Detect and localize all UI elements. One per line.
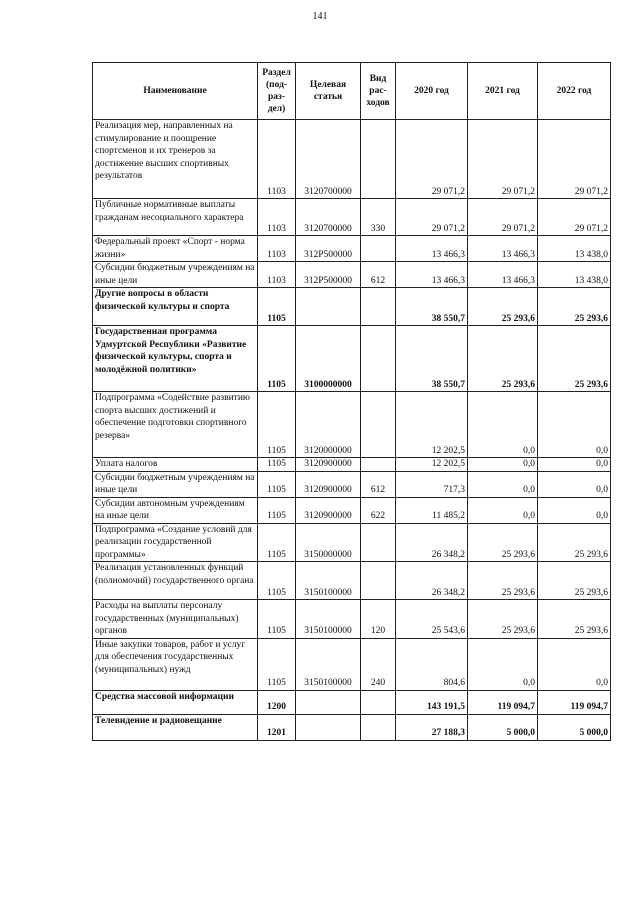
header-2022: 2022 год <box>538 63 611 120</box>
row-type: 330 <box>361 199 396 236</box>
row-section: 1105 <box>258 523 296 562</box>
header-name: Наименование <box>93 63 258 120</box>
row-type <box>361 288 396 326</box>
row-type: 612 <box>361 262 396 288</box>
row-2020: 11 485,2 <box>396 497 468 523</box>
row-2021: 25 293,6 <box>468 523 538 562</box>
row-target: 3120900000 <box>296 458 361 472</box>
row-2022: 25 293,6 <box>538 326 611 392</box>
row-target: 3150100000 <box>296 562 361 600</box>
row-target: 3150100000 <box>296 638 361 690</box>
header-target: Целевая статья <box>296 63 361 120</box>
row-2020: 26 348,2 <box>396 562 468 600</box>
table-row <box>93 392 611 458</box>
row-section: 1105 <box>258 562 296 600</box>
table-row <box>93 690 611 714</box>
table-row <box>93 288 611 326</box>
row-name: Публичные нормативные выплаты гражданам несоциального характера <box>93 199 258 236</box>
row-name: Другие вопросы в области физической культуры и спорта <box>93 288 258 326</box>
row-name: Расходы на выплаты персоналу государственных (муниципальных) органов <box>93 600 258 639</box>
row-target: 3120000000 <box>296 392 361 458</box>
row-2022: 29 071,2 <box>538 199 611 236</box>
row-section: 1105 <box>258 497 296 523</box>
table-row <box>93 458 611 472</box>
row-type: 120 <box>361 600 396 639</box>
row-type: 612 <box>361 471 396 497</box>
row-2020: 38 550,7 <box>396 326 468 392</box>
table-row <box>93 714 611 740</box>
row-type <box>361 120 396 199</box>
row-section: 1105 <box>258 392 296 458</box>
row-2022: 29 071,2 <box>538 120 611 199</box>
row-type <box>361 714 396 740</box>
row-2021: 0,0 <box>468 392 538 458</box>
row-section: 1103 <box>258 199 296 236</box>
row-2021: 0,0 <box>468 497 538 523</box>
row-2021: 0,0 <box>468 458 538 472</box>
row-target: 3150000000 <box>296 523 361 562</box>
row-2021: 25 293,6 <box>468 562 538 600</box>
table-row <box>93 326 611 392</box>
row-section: 1105 <box>258 471 296 497</box>
row-2021: 0,0 <box>468 638 538 690</box>
table-body <box>93 120 611 741</box>
row-name: Иные закупки товаров, работ и услуг для обеспечения государственных (муниципальных) нужд <box>93 638 258 690</box>
row-2022: 0,0 <box>538 392 611 458</box>
row-2022: 119 094,7 <box>538 690 611 714</box>
table-row <box>93 199 611 236</box>
row-target: 3120700000 <box>296 199 361 236</box>
row-type <box>361 690 396 714</box>
table-row <box>93 120 611 199</box>
row-name: Телевидение и радиовещание <box>93 714 258 740</box>
table-row <box>93 262 611 288</box>
row-2021: 25 293,6 <box>468 600 538 639</box>
page-number: 141 <box>312 11 328 22</box>
row-2021: 29 071,2 <box>468 199 538 236</box>
row-2021: 13 466,3 <box>468 236 538 262</box>
row-target: 3120900000 <box>296 471 361 497</box>
row-2022: 13 438,0 <box>538 262 611 288</box>
row-target: 312P500000 <box>296 236 361 262</box>
row-target: 3150100000 <box>296 600 361 639</box>
row-2022: 25 293,6 <box>538 523 611 562</box>
row-target: 3120700000 <box>296 120 361 199</box>
row-2021: 29 071,2 <box>468 120 538 199</box>
header-type: Вид рас-ходов <box>361 63 396 120</box>
row-2020: 804,6 <box>396 638 468 690</box>
row-2021: 25 293,6 <box>468 288 538 326</box>
row-section: 1103 <box>258 262 296 288</box>
row-section: 1105 <box>258 638 296 690</box>
row-2020: 13 466,3 <box>396 262 468 288</box>
row-name: Субсидии бюджетным учреждениям на иные цели <box>93 262 258 288</box>
table-row <box>93 562 611 600</box>
row-2022: 25 293,6 <box>538 288 611 326</box>
row-name: Реализация установленных функций (полномочий) государственного органа <box>93 562 258 600</box>
row-type <box>361 523 396 562</box>
row-target <box>296 714 361 740</box>
row-2020: 29 071,2 <box>396 199 468 236</box>
table-row <box>93 523 611 562</box>
row-2022: 25 293,6 <box>538 600 611 639</box>
row-section: 1105 <box>258 288 296 326</box>
row-target: 3100000000 <box>296 326 361 392</box>
row-section: 1103 <box>258 120 296 199</box>
row-2020: 717,3 <box>396 471 468 497</box>
row-2020: 27 188,3 <box>396 714 468 740</box>
header-section: Раздел (под-раз-дел) <box>258 63 296 120</box>
row-type: 622 <box>361 497 396 523</box>
header-2020: 2020 год <box>396 63 468 120</box>
row-2020: 143 191,5 <box>396 690 468 714</box>
row-2022: 0,0 <box>538 458 611 472</box>
row-target <box>296 288 361 326</box>
row-name: Средства массовой информации <box>93 690 258 714</box>
row-section: 1105 <box>258 458 296 472</box>
row-2020: 26 348,2 <box>396 523 468 562</box>
row-name: Реализация мер, направленных на стимулирование и поощрение спортсменов и их тренеров за достижение высших спортивных результатов <box>93 120 258 199</box>
row-2022: 0,0 <box>538 497 611 523</box>
row-section: 1201 <box>258 714 296 740</box>
header-row <box>93 63 611 120</box>
row-2022: 13 438,0 <box>538 236 611 262</box>
row-name: Субсидии бюджетным учреждениям на иные цели <box>93 471 258 497</box>
row-2022: 0,0 <box>538 471 611 497</box>
row-2021: 119 094,7 <box>468 690 538 714</box>
table-row <box>93 600 611 639</box>
row-2021: 0,0 <box>468 471 538 497</box>
row-name: Субсидии автономным учреждениям на иные цели <box>93 497 258 523</box>
row-2020: 25 543,6 <box>396 600 468 639</box>
row-2020: 12 202,5 <box>396 392 468 458</box>
row-2020: 29 071,2 <box>396 120 468 199</box>
row-type <box>361 326 396 392</box>
row-2020: 38 550,7 <box>396 288 468 326</box>
row-name: Государственная программа Удмуртской Республики «Развитие физической культуры, спорта и молодёжной политики» <box>93 326 258 392</box>
row-target <box>296 690 361 714</box>
row-section: 1200 <box>258 690 296 714</box>
row-2022: 25 293,6 <box>538 562 611 600</box>
row-name: Подпрограмма «Создание условий для реализации государственной программы» <box>93 523 258 562</box>
header-2021: 2021 год <box>468 63 538 120</box>
row-2021: 13 466,3 <box>468 262 538 288</box>
row-target: 3120900000 <box>296 497 361 523</box>
row-section: 1105 <box>258 326 296 392</box>
row-2022: 5 000,0 <box>538 714 611 740</box>
row-2022: 0,0 <box>538 638 611 690</box>
row-2021: 5 000,0 <box>468 714 538 740</box>
table-row <box>93 497 611 523</box>
row-name: Федеральный проект «Спорт - норма жизни» <box>93 236 258 262</box>
row-2020: 13 466,3 <box>396 236 468 262</box>
row-2021: 25 293,6 <box>468 326 538 392</box>
row-name: Уплата налогов <box>93 458 258 472</box>
row-name: Подпрограмма «Содействие развитию спорта высших достижений и обеспечение подготовки спортивного резерва» <box>93 392 258 458</box>
row-section: 1105 <box>258 600 296 639</box>
row-type <box>361 562 396 600</box>
row-type <box>361 458 396 472</box>
row-type: 240 <box>361 638 396 690</box>
table-row <box>93 638 611 690</box>
row-target: 312P500000 <box>296 262 361 288</box>
row-section: 1103 <box>258 236 296 262</box>
row-type <box>361 392 396 458</box>
table-row <box>93 236 611 262</box>
table-row <box>93 471 611 497</box>
row-type <box>361 236 396 262</box>
budget-table <box>92 62 611 741</box>
row-2020: 12 202,5 <box>396 458 468 472</box>
